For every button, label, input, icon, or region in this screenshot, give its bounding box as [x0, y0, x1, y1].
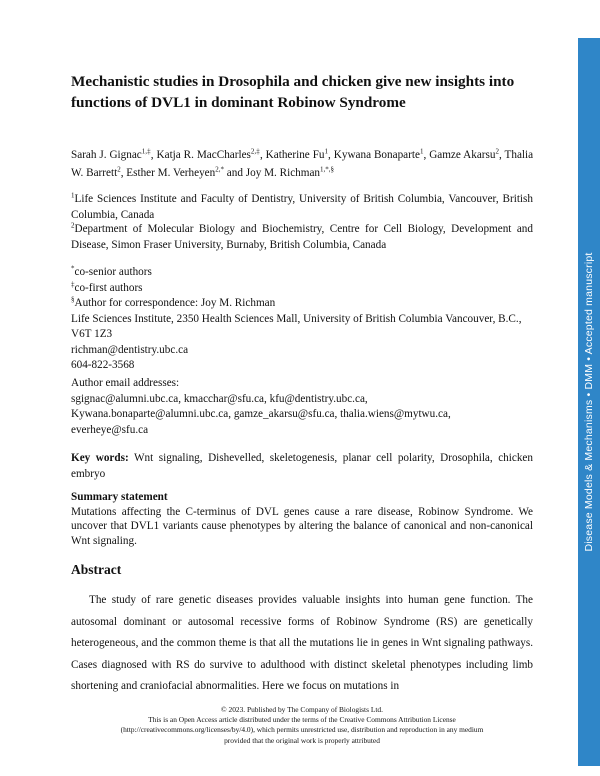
- license-footer: [71, 705, 533, 746]
- keywords-text: Wnt signaling, Dishevelled, skeletogenesis, planar cell polarity, Drosophila, chicken embryo: [71, 452, 533, 480]
- footer-copyright: © 2023. Published by The Company of Biologists Ltd.: [221, 705, 383, 714]
- affiliation-2: $^2$Department of Molecular Biology and Biochemistry, Centre for Cell Biology, Development and Disease, Simon Fraser University, Burnaby, British Columbia, Canada: [71, 221, 533, 251]
- correspondence-address: Life Sciences Institute, 2350 Health Sciences Mall, University of British Columbia Vancouver, B.C., V6T 1Z3: [71, 312, 522, 340]
- correspondence-email[interactable]: richman@dentistry.ubc.ca: [71, 343, 189, 356]
- sidebar-text: Disease Models & Mechanisms • DMM • Accepted manuscript: [583, 252, 595, 552]
- emails-line[interactable]: everheye@sfu.ca: [71, 423, 149, 436]
- author: Gamze Akarsu$^2$,: [429, 147, 505, 161]
- footer-attribution: provided that the original work is properly attributed: [224, 735, 380, 745]
- author-list: [71, 146, 533, 182]
- author: Thalia W. Barrett$^2$,: [71, 149, 534, 179]
- note-co-senior: *co-senior authors: [71, 264, 152, 278]
- author: Kywana Bonaparte$^1$,: [333, 147, 430, 161]
- author-notes: [71, 265, 533, 374]
- author-emails: [71, 376, 533, 438]
- paper-title: Mechanistic studies in Drosophila and chicken give new insights into functions of DVL1 in dominant Robinow Syndrome: [71, 73, 515, 111]
- summary-text: Mutations affecting the C-terminus of DVL genes cause a rare disease, Robinow Syndrome. We uncover that DVL1 variants cause phenotypes by altering the balance of canonical and non-canonical Wnt signaling.: [71, 505, 533, 547]
- keywords: [71, 450, 533, 482]
- author: Sarah J. Gignac$^{1,\ddagger}$,: [71, 147, 157, 161]
- affiliation-1: $^1$Life Sciences Institute and Faculty of Dentistry, University of British Columbia, Vancouver, British Columbia, Canada: [71, 191, 533, 221]
- abstract-text: The study of rare genetic diseases provides valuable insights into human gene function. The autosomal dominant or autosomal recessive forms of Robinow Syndrome (RS) are genetically heterogeneous, and the common theme is that all the mutations lie in genes in Wnt signaling pathways. Cases diagnosed with RS do survive to adulthood with distinct skeletal phenotypes including limb shortening and craniofacial abnormalities. Here we focus on mutations in: [71, 594, 533, 692]
- note-co-first: ‡co-first authors: [71, 279, 143, 294]
- keywords-label: Key words:: [71, 452, 129, 464]
- author: Katja R. MacCharles$^{2,\ddagger}$,: [156, 147, 266, 161]
- journal-sidebar-banner: [578, 38, 600, 766]
- note-correspondence: §Author for correspondence: Joy M. Richman: [71, 295, 276, 309]
- correspondence-phone: 604-822-3568: [71, 359, 135, 371]
- author: Esther M. Verheyen$^{2,*}$ and: [126, 165, 246, 179]
- author: Joy M. Richman$^{1,*,\S}$: [245, 165, 335, 179]
- emails-line[interactable]: sgignac@alumni.ubc.ca, kmacchar@sfu.ca, kfu@dentistry.ubc.ca,: [71, 392, 368, 405]
- author: Katherine Fu$^1$,: [265, 147, 334, 161]
- footer-license: This is an Open Access article distributed under the terms of the Creative Commons Attribution License: [148, 715, 456, 725]
- summary-statement: [71, 490, 533, 548]
- emails-line[interactable]: Kywana.bonaparte@alumni.ubc.ca, gamze_akarsu@sfu.ca, thalia.wiens@mytwu.ca,: [71, 408, 451, 420]
- emails-heading: Author email addresses:: [71, 377, 180, 389]
- summary-heading: Summary statement: [71, 491, 168, 503]
- abstract-heading: Abstract: [71, 562, 122, 577]
- footer-license-url[interactable]: (http://creativecommons.org/licenses/by/4.0), which permits unrestricted use, distribution and reproduction in any medium: [120, 725, 484, 735]
